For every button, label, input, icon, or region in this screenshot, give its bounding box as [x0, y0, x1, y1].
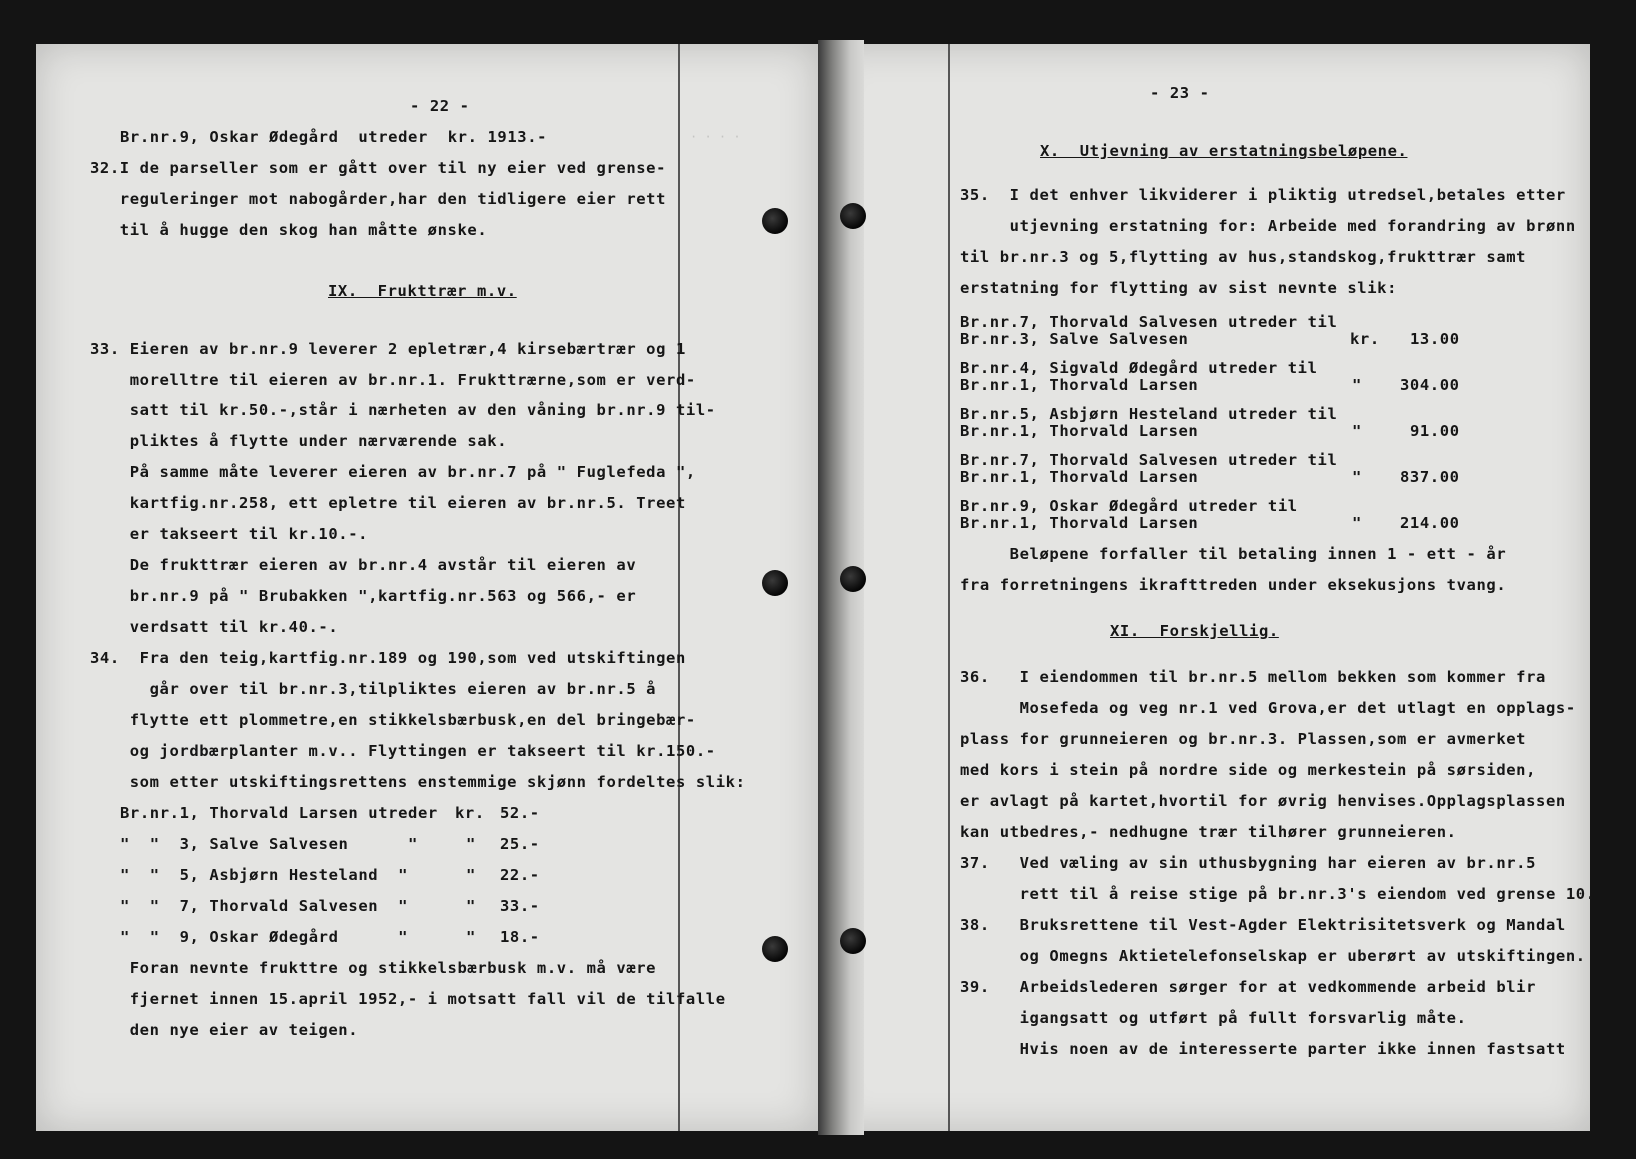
text-line: med kors i stein på nordre side og merkestein på sørsiden, [960, 761, 1537, 779]
text-line: Br.nr.9, Oskar Ødegård utreder kr. 1913.- [120, 128, 548, 146]
text-line: går over til br.nr.3,tilpliktes eieren av br.nr.5 å [90, 680, 657, 698]
payment-amount: 13.00 [1410, 330, 1460, 348]
text-line: Beløpene forfaller til betaling innen 1 - ett - år [960, 545, 1507, 563]
text-line: verdsatt til kr.40.-. [90, 618, 339, 636]
bleed-through-mark: · · · · [690, 130, 741, 144]
binder-hole-6 [840, 928, 866, 954]
left-page-margin-line [678, 44, 680, 1131]
text-line: Foran nevnte frukttre og stikkelsbærbusk m.v. må være [90, 959, 657, 977]
text-line: De frukttrær eieren av br.nr.4 avstår til eieren av [90, 556, 637, 574]
payment-amount: 214.00 [1400, 514, 1460, 532]
text-line: rett til å reise stige på br.nr.3's eiendom ved grense 10. [960, 885, 1596, 903]
payment-line-2: Br.nr.3, Salve Salvesen [960, 330, 1189, 348]
text-line: 35. I det enhver likviderer i pliktig utredsel,betales etter [960, 186, 1566, 204]
binder-hole-1 [762, 208, 788, 234]
binder-hole-4 [840, 203, 866, 229]
text-line: og jordbærplanter m.v.. Flyttingen er takseert til kr.150.- [90, 742, 716, 760]
page-number: - 22 - [410, 97, 470, 115]
table-row-name: " " 9, Oskar Ødegård " [120, 928, 409, 946]
text-line: den nye eier av teigen. [90, 1021, 359, 1039]
text-line: til br.nr.3 og 5,flytting av hus,standskog,frukttrær samt [960, 248, 1527, 266]
binder-hole-3 [762, 936, 788, 962]
table-row-amount: 33.- [500, 897, 540, 915]
table-row-currency: " [466, 835, 476, 853]
payment-line-2: Br.nr.1, Thorvald Larsen [960, 514, 1199, 532]
text-line: 36. I eiendommen til br.nr.5 mellom bekken som kommer fra [960, 668, 1546, 686]
text-line: Mosefeda og veg nr.1 ved Grova,er det utlagt en opplags- [960, 699, 1576, 717]
text-line: kan utbedres,- nedhugne trær tilhører grunneieren. [960, 823, 1457, 841]
payment-amount: 91.00 [1410, 422, 1460, 440]
table-row-currency: kr. [455, 804, 485, 822]
text-line: fra forretningens ikrafttreden under eksekusjons tvang. [960, 576, 1507, 594]
text-line: utjevning erstatning for: Arbeide med forandring av brønn [960, 217, 1576, 235]
payment-currency: " [1352, 376, 1362, 394]
text-line: som etter utskiftingsrettens enstemmige skjønn fordeltes slik: [90, 773, 746, 791]
payment-amount: 304.00 [1400, 376, 1460, 394]
text-line: igangsatt og utført på fullt forsvarlig måte. [960, 1009, 1467, 1027]
payment-line-1: Br.nr.5, Asbjørn Hesteland utreder til [960, 405, 1338, 423]
table-row-currency: " [466, 866, 476, 884]
payment-currency: " [1352, 422, 1362, 440]
payment-currency: " [1352, 514, 1362, 532]
table-row-amount: 25.- [500, 835, 540, 853]
text-line: erstatning for flytting av sist nevnte slik: [960, 279, 1397, 297]
payment-line-2: Br.nr.1, Thorvald Larsen [960, 422, 1199, 440]
text-line: 38. Bruksrettene til Vest-Agder Elektrisitetsverk og Mandal [960, 916, 1566, 934]
table-row-name: " " 5, Asbjørn Hesteland " [120, 866, 409, 884]
text-line: satt til kr.50.-,står i nærheten av den våning br.nr.9 til- [90, 401, 716, 419]
payment-amount: 837.00 [1400, 468, 1460, 486]
table-row-amount: 22.- [500, 866, 540, 884]
text-line: flytte ett plommetre,en stikkelsbærbusk,en del bringebær- [90, 711, 696, 729]
table-row-currency: " [466, 897, 476, 915]
text-line: 37. Ved væling av sin uthusbygning har eieren av br.nr.5 [960, 854, 1537, 872]
page-number: - 23 - [1150, 84, 1210, 102]
text-line: 34. Fra den teig,kartfig.nr.189 og 190,som ved utskiftingen [90, 649, 686, 667]
payment-line-1: Br.nr.7, Thorvald Salvesen utreder til [960, 451, 1338, 469]
table-row-name: Br.nr.1, Thorvald Larsen utreder [120, 804, 438, 822]
text-line: På samme måte leverer eieren av br.nr.7 på " Fuglefeda ", [90, 463, 696, 481]
payment-line-1: Br.nr.7, Thorvald Salvesen utreder til [960, 313, 1338, 331]
table-row-name: " " 3, Salve Salvesen " [120, 835, 418, 853]
text-line: 39. Arbeidslederen sørger for at vedkommende arbeid blir [960, 978, 1537, 996]
text-line: er takseert til kr.10.-. [90, 525, 369, 543]
payment-currency: kr. [1350, 330, 1380, 348]
table-row-currency: " [466, 928, 476, 946]
right-page-margin-line [948, 44, 950, 1131]
text-line: morelltre til eieren av br.nr.1. Frukttrærne,som er verd- [90, 371, 696, 389]
text-line: 32.I de parseller som er gått over til ny eier ved grense- [90, 159, 667, 177]
table-row-name: " " 7, Thorvald Salvesen " [120, 897, 409, 915]
section-heading: X. Utjevning av erstatningsbeløpene. [1040, 142, 1408, 160]
binder-hole-5 [840, 566, 866, 592]
text-line: fjernet innen 15.april 1952,- i motsatt fall vil de tilfalle [90, 990, 726, 1008]
text-line: Hvis noen av de interesserte parter ikke innen fastsatt [960, 1040, 1566, 1058]
text-line: reguleringer mot nabogårder,har den tidligere eier rett [90, 190, 667, 208]
text-line: til å hugge den skog han måtte ønske. [90, 221, 488, 239]
payment-line-1: Br.nr.4, Sigvald Ødegård utreder til [960, 359, 1318, 377]
table-row-amount: 52.- [500, 804, 540, 822]
text-line: pliktes å flytte under nærværende sak. [90, 432, 508, 450]
section-heading: IX. Frukttrær m.v. [328, 282, 517, 300]
payment-line-1: Br.nr.9, Oskar Ødegård utreder til [960, 497, 1298, 515]
payment-currency: " [1352, 468, 1362, 486]
text-line: 33. Eieren av br.nr.9 leverer 2 epletrær,4 kirsebærtrær og 1 [90, 340, 686, 358]
section-heading: XI. Forskjellig. [1110, 622, 1279, 640]
table-row-amount: 18.- [500, 928, 540, 946]
text-line: og Omegns Aktietelefonselskap er uberørt av utskiftingen. [960, 947, 1586, 965]
text-line: kartfig.nr.258, ett epletre til eieren av br.nr.5. Treet [90, 494, 686, 512]
binder-hole-2 [762, 570, 788, 596]
payment-line-2: Br.nr.1, Thorvald Larsen [960, 468, 1199, 486]
text-line: plass for grunneieren og br.nr.3. Plassen,som er avmerket [960, 730, 1527, 748]
text-line: er avlagt på kartet,hvortil for øvrig henvises.Opplagsplassen [960, 792, 1566, 810]
payment-line-2: Br.nr.1, Thorvald Larsen [960, 376, 1199, 394]
text-line: br.nr.9 på " Brubakken ",kartfig.nr.563 og 566,- er [90, 587, 637, 605]
